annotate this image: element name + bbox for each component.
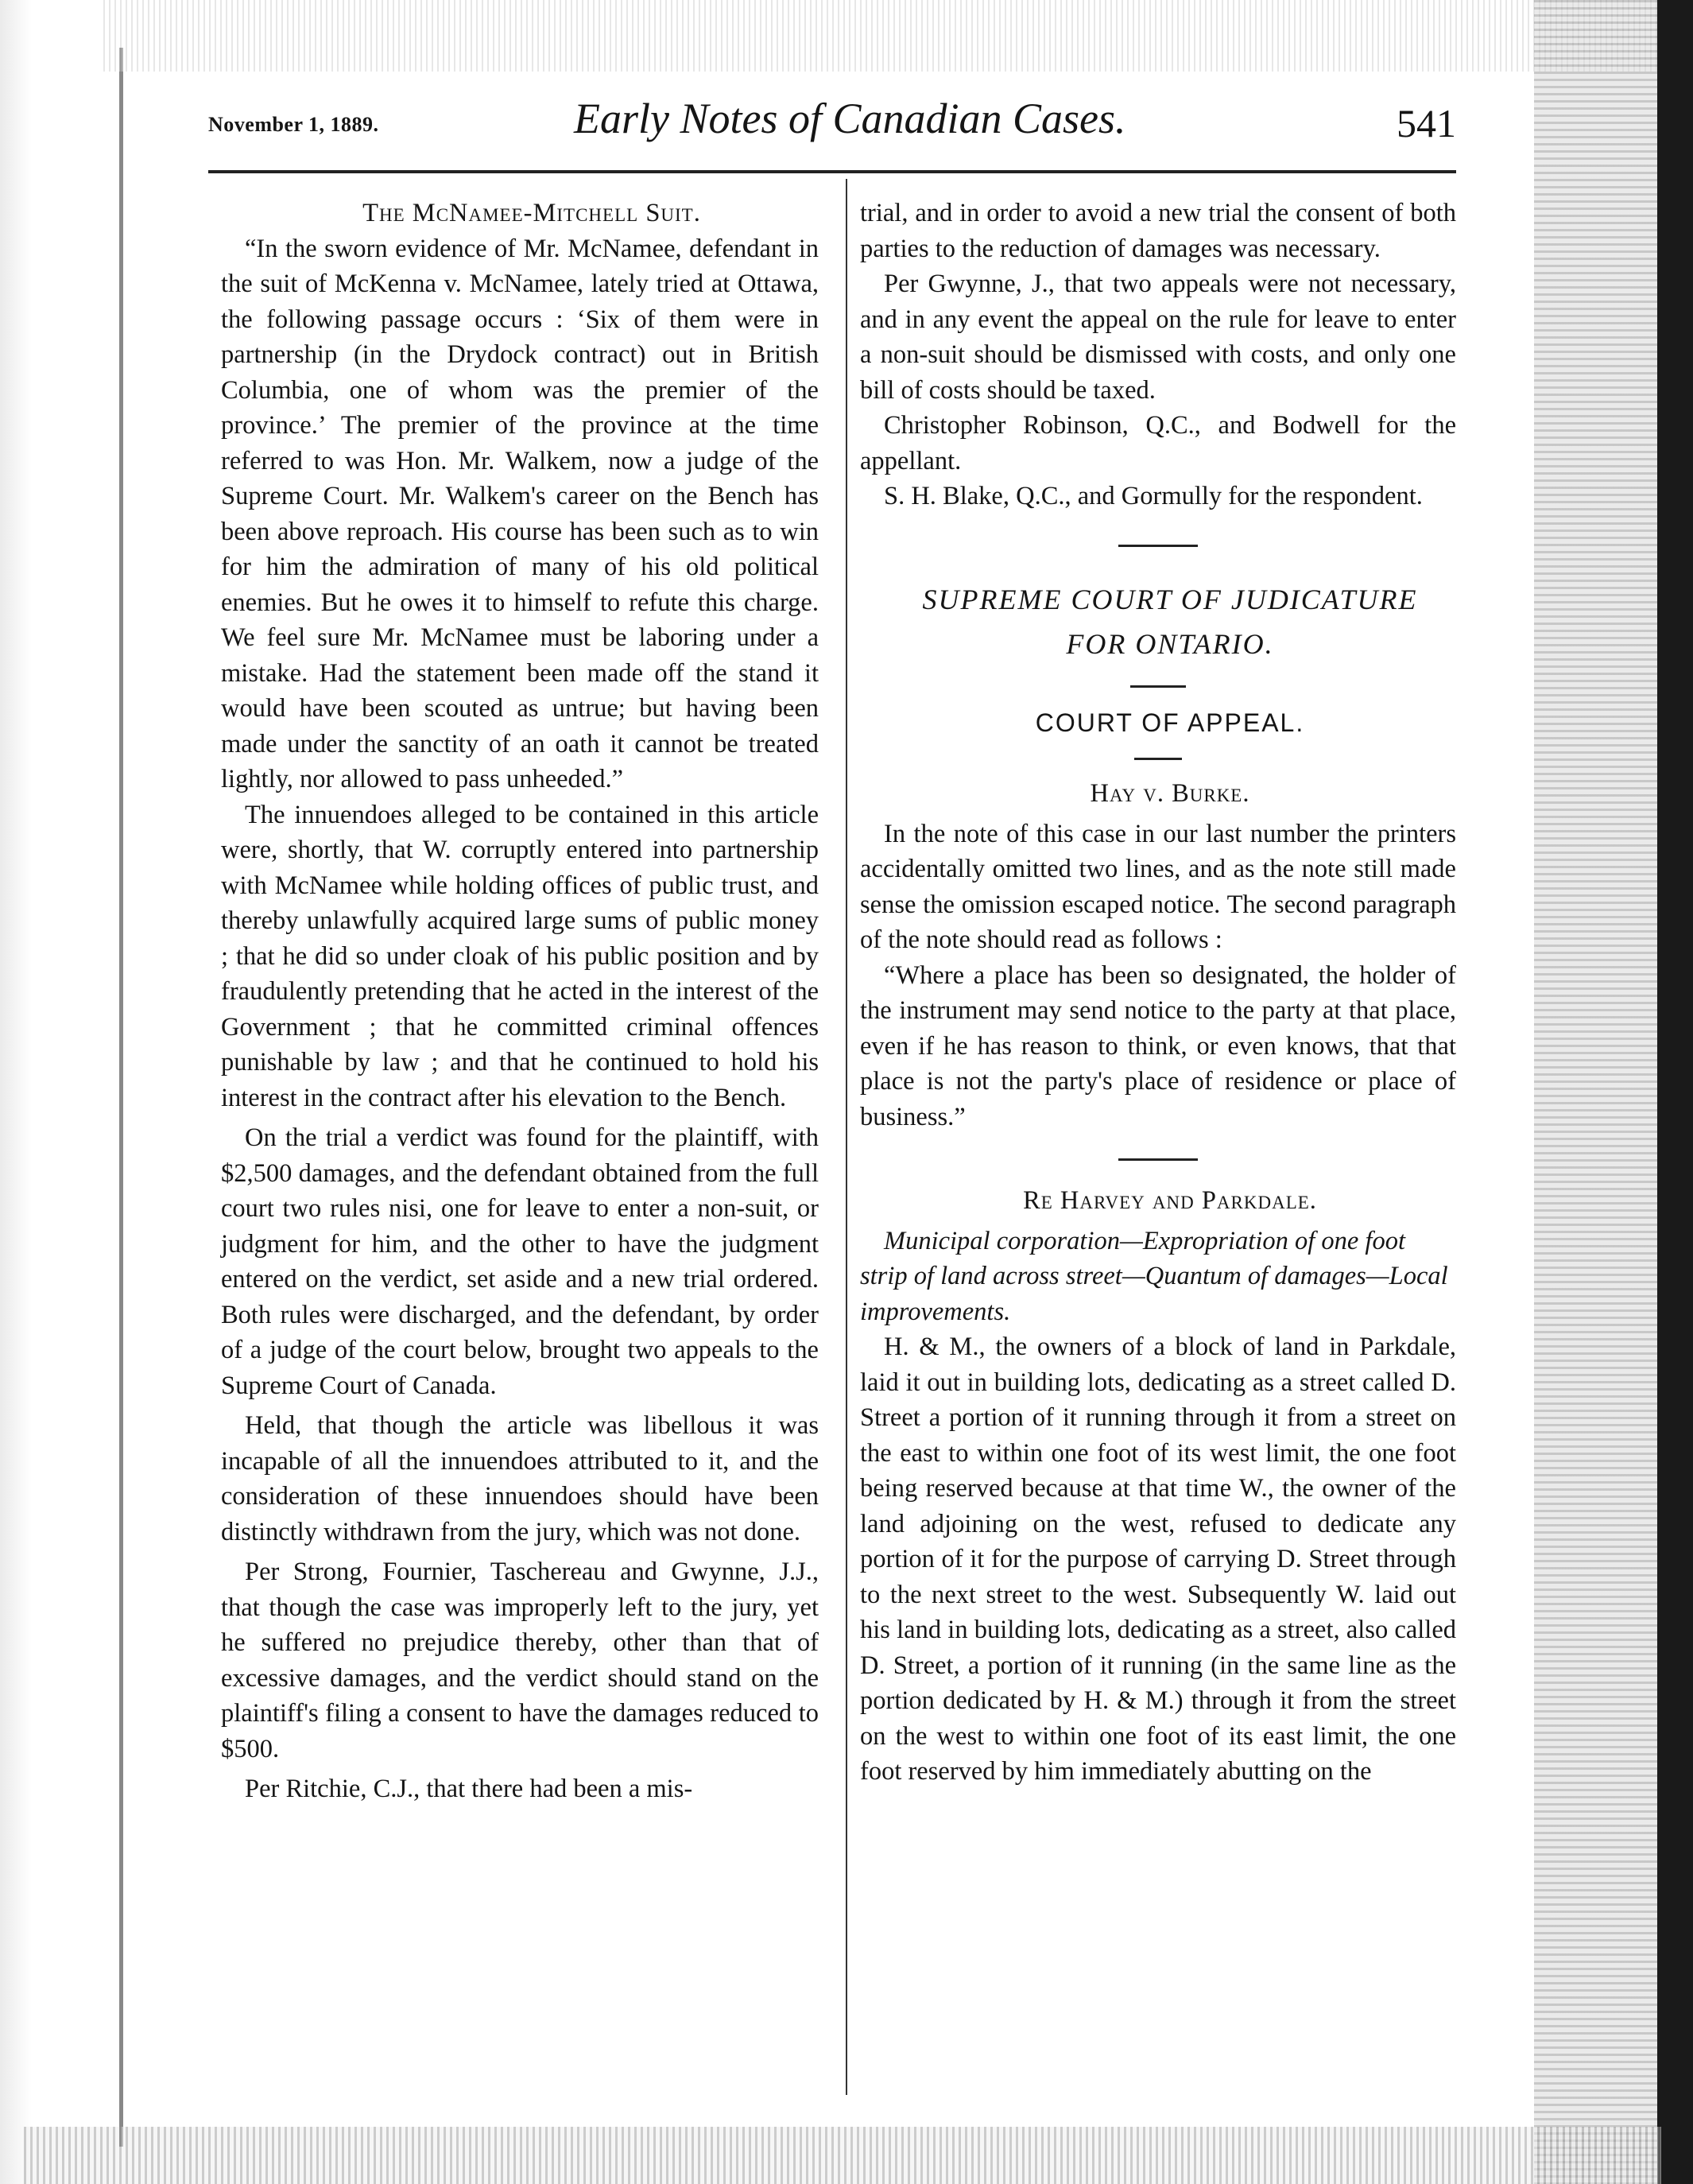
paragraph: The innuendoes alleged to be contained in this article were, shortly, that W. corruptly entered into partnership with McNamee while holding offices of public trust, and thereby unlawfully acquired large sums of public money ; that he did so under cloak of his public position and by fraudulently pretending that he acted in the interest of the Government ; that he committed criminal offences punishable by law ; and that he continued to hold his interest in the contract after his elevation to the Bench. xyxy=(221,800,819,1112)
section-rule xyxy=(1134,758,1182,760)
running-header xyxy=(208,94,1456,165)
section-rule xyxy=(1118,545,1198,547)
paragraph: In the note of this case in our last number the printers accidentally omitted two lines, and as the note still made sense the omission escaped notice. The second paragraph of the note should read as follows : xyxy=(860,819,1456,954)
scan-edge-left xyxy=(0,0,32,2184)
case-heading: Hay v. Burke. xyxy=(1090,779,1250,808)
page-number: 541 xyxy=(1397,101,1456,145)
scan-edge-top xyxy=(103,0,1661,72)
paragraph: Held, that though the article was libellous it was incapable of all the innuendoes attributed to it, and the consideration of these innuendoes should have been distinctly withdrawn from the jury, which was not done. xyxy=(221,1411,819,1546)
article-heading: The McNamee-Mitchell Suit. xyxy=(362,199,701,227)
left-column xyxy=(221,196,819,1807)
paragraph: “Where a place has been so designated, the holder of the instrument may send notice to the party at that place, even if he has reason to think, or even knows, that that place is not the party's place of residence or place of business.” xyxy=(860,960,1456,1131)
paragraph: On the trial a verdict was found for the plaintiff, with $2,500 damages, and the defendant obtained from the full court two rules nisi, one for leave to enter a non-suit, or judgment for him, and the other to have the judgment entered on the verdict, set aside and a new trial ordered. Both rules were discharged, and the defendant, by order of a judge of the court below, brought two appeals to the Supreme Court of Canada. xyxy=(221,1123,819,1400)
section-rule xyxy=(1130,685,1186,688)
paragraph: S. H. Blake, Q.C., and Gormully for the respondent. xyxy=(884,482,1423,510)
header-title: Early Notes of Canadian Cases. xyxy=(574,95,1126,142)
scan-edge-right-dark xyxy=(1657,0,1693,2184)
header-date: November 1, 1889. xyxy=(208,113,379,136)
appeal-heading: COURT OF APPEAL. xyxy=(1035,708,1305,737)
paragraph: Per Strong, Fournier, Taschereau and Gwynne, J.J., that though the case was improperly left to the jury, yet he suffered no prejudice thereby, other than that of excessive damages, and the verdict should stand on the plaintiff's filing a consent to have the damages reduced to $500. xyxy=(221,1558,819,1763)
paragraph: H. & M., the owners of a block of land in Parkdale, laid it out in building lots, dedicating as a street called D. Street a portion of it running through it from a street on the east to within one foot of its west limit, the one foot being reserved because at that time W., the owner of the land adjoining on the west, refused to dedicate any portion of it for the purpose of carrying D. Street through to the next street to the west. Subsequently W. laid out his land in building lots, dedicating as a street, also called D. Street, a portion of it running (in the same line as the portion dedicated by H. & M.) through it from the street on the west to within one foot of its east limit, the one foot reserved by him immediately abutting on the xyxy=(860,1333,1456,1786)
paragraph: Per Ritchie, C.J., that there had been a mis- xyxy=(245,1775,693,1803)
case-heading: Re Harvey and Parkdale. xyxy=(1023,1186,1317,1215)
column-divider xyxy=(846,179,847,2095)
binding-shadow xyxy=(119,48,123,2147)
header-rule xyxy=(208,170,1456,173)
paragraph: “In the sworn evidence of Mr. McNamee, defendant in the suit of McKenna v. McNamee, lately tried at Ottawa, the following passage occurs : ‘Six of them were in partnership (in the Drydock contract) out in British Columbia, one of whom was the premier of the province.’ The premier of the province at the time referred to was Hon. Mr. Walkem, now a judge of the Supreme Court. Mr. Walkem's career on the Bench has been above reproach. His course has been such as to win for him the admiration of many of his old political enemies. But he owes it to himself to refute this charge. We feel sure Mr. McNamee must be laboring under a mistake. Had the statement been made off the stand it would have been scouted as untrue; but having been made under the sanctity of an oath it cannot be treated lightly, nor allowed to pass unheeded.” xyxy=(221,234,819,793)
court-heading-line2: FOR ONTARIO. xyxy=(1066,627,1274,660)
case-subheading: Municipal corporation—Expropriation of one foot strip of land across street—Quantum of damages—Local improvements. xyxy=(860,1226,1448,1326)
court-heading-line1: SUPREME COURT OF JUDICATURE xyxy=(922,583,1418,615)
paragraph: trial, and in order to avoid a new trial the consent of both parties to the reduction of damages was necessary. xyxy=(860,199,1456,263)
paragraph: Per Gwynne, J., that two appeals were not necessary, and in any event the appeal on the rule for leave to enter a non-suit should be dismissed with costs, and only one bill of costs should be taxed. xyxy=(860,270,1456,405)
section-rule xyxy=(1118,1158,1198,1161)
right-column xyxy=(860,196,1456,1790)
scan-edge-bottom xyxy=(24,2127,1661,2184)
paragraph: Christopher Robinson, Q.C., and Bodwell for the appellant. xyxy=(860,411,1456,475)
